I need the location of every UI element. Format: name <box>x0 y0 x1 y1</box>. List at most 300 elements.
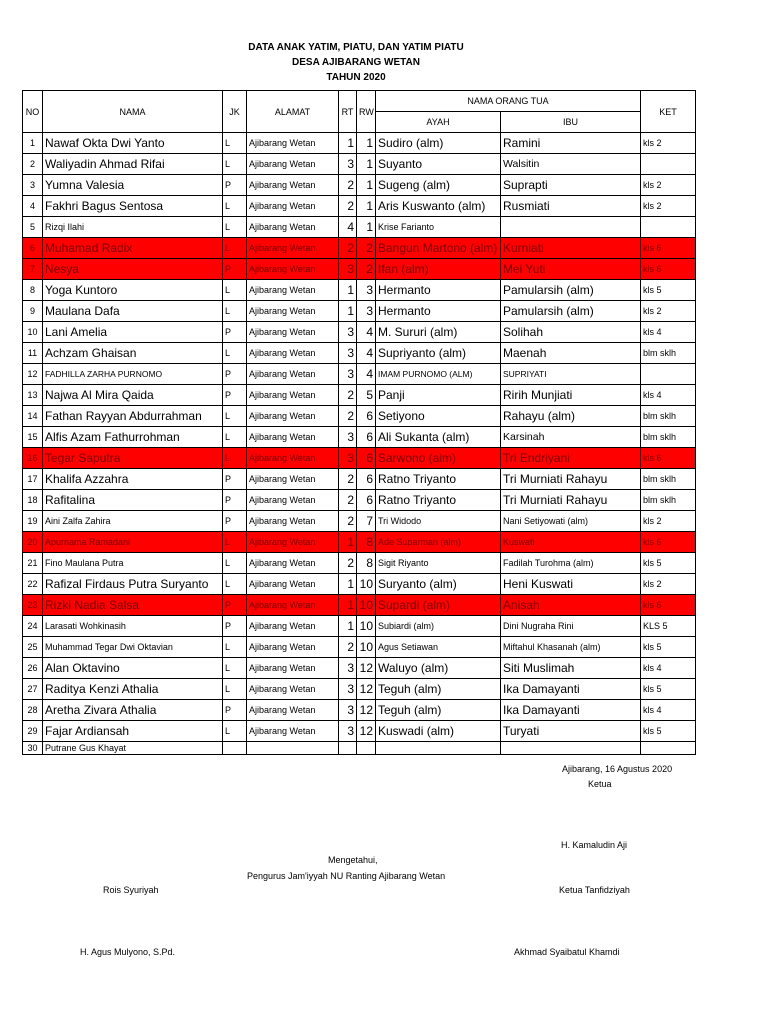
cell-ayah: IMAM PURNOMO (ALM) <box>376 364 501 385</box>
cell-rt: 1 <box>339 616 357 637</box>
cell-alamat: Ajibarang Wetan <box>247 175 339 196</box>
cell-ayah: Ade Suparman (alm) <box>376 532 501 553</box>
table-row <box>23 658 696 679</box>
cell-nama: Raditya Kenzi Athalia <box>43 679 223 700</box>
cell-no: 20 <box>23 532 43 553</box>
cell-ket: blm sklh <box>641 343 696 364</box>
cell-nama: Waliyadin Ahmad Rifai <box>43 154 223 175</box>
place-date: Ajibarang, 16 Agustus 2020 <box>562 764 673 774</box>
cell-ket: kls 4 <box>641 658 696 679</box>
cell-rt: 2 <box>339 469 357 490</box>
cell-ibu: Miftahul Khasanah (alm) <box>501 637 641 658</box>
cell-rw <box>357 742 376 755</box>
col-header-ket: KET <box>641 91 696 133</box>
cell-alamat: Ajibarang Wetan <box>247 280 339 301</box>
cell-alamat: Ajibarang Wetan <box>247 721 339 742</box>
cell-ibu: Turyati <box>501 721 641 742</box>
cell-ket: kls 2 <box>641 133 696 154</box>
cell-jk: L <box>223 280 247 301</box>
cell-nama: Maulana Dafa <box>43 301 223 322</box>
cell-ibu: Pamularsih (alm) <box>501 301 641 322</box>
orphan-data-table <box>22 90 696 755</box>
cell-jk: L <box>223 658 247 679</box>
cell-ayah: Ratno Triyanto <box>376 469 501 490</box>
table-row <box>23 364 696 385</box>
cell-jk: L <box>223 427 247 448</box>
cell-jk: L <box>223 637 247 658</box>
cell-ket: kls 6 <box>641 532 696 553</box>
cell-alamat: Ajibarang Wetan <box>247 406 339 427</box>
cell-rw: 12 <box>357 700 376 721</box>
col-header-ayah: AYAH <box>376 112 501 133</box>
cell-no: 19 <box>23 511 43 532</box>
cell-rt: 3 <box>339 658 357 679</box>
cell-nama: Rizki Nadia Salsa <box>43 595 223 616</box>
cell-alamat: Ajibarang Wetan <box>247 385 339 406</box>
cell-jk: L <box>223 196 247 217</box>
cell-ket: blm sklh <box>641 427 696 448</box>
cell-jk: L <box>223 301 247 322</box>
cell-no: 9 <box>23 301 43 322</box>
table-row <box>23 175 696 196</box>
cell-ket: kls 5 <box>641 721 696 742</box>
cell-ket: kls 5 <box>641 280 696 301</box>
cell-jk: P <box>223 616 247 637</box>
cell-alamat: Ajibarang Wetan <box>247 448 339 469</box>
cell-no: 10 <box>23 322 43 343</box>
cell-rt: 2 <box>339 511 357 532</box>
cell-ibu: Ramini <box>501 133 641 154</box>
cell-ayah: Hermanto <box>376 280 501 301</box>
doc-title-line3: TAHUN 2020 <box>326 72 386 83</box>
cell-ayah: Sarwono (alm) <box>376 448 501 469</box>
cell-nama: Muhamad Radix <box>43 238 223 259</box>
cell-ket: blm sklh <box>641 406 696 427</box>
cell-ayah: Kuswadi (alm) <box>376 721 501 742</box>
cell-no: 28 <box>23 700 43 721</box>
cell-ibu: Tri Murniati Rahayu <box>501 490 641 511</box>
cell-no: 4 <box>23 196 43 217</box>
cell-no: 7 <box>23 259 43 280</box>
cell-rt: 3 <box>339 364 357 385</box>
cell-jk: P <box>223 175 247 196</box>
table-row <box>23 196 696 217</box>
cell-alamat: Ajibarang Wetan <box>247 574 339 595</box>
cell-alamat: Ajibarang Wetan <box>247 700 339 721</box>
cell-rw: 3 <box>357 280 376 301</box>
cell-nama: Lani Amelia <box>43 322 223 343</box>
col-header-rw: RW <box>357 91 376 133</box>
cell-ibu: Mei Yuti <box>501 259 641 280</box>
cell-nama: Rafitalina <box>43 490 223 511</box>
cell-nama: Yoga Kuntoro <box>43 280 223 301</box>
cell-ibu <box>501 217 641 238</box>
pengurus-label: Pengurus Jam'iyyah NU Ranting Ajibarang Wetan <box>247 871 446 881</box>
cell-alamat: Ajibarang Wetan <box>247 364 339 385</box>
cell-rw: 5 <box>357 385 376 406</box>
cell-no: 27 <box>23 679 43 700</box>
cell-no: 2 <box>23 154 43 175</box>
cell-ket: kls 5 <box>641 637 696 658</box>
cell-no: 23 <box>23 595 43 616</box>
cell-rw: 2 <box>357 238 376 259</box>
cell-rw: 2 <box>357 259 376 280</box>
cell-ayah: Sudiro (alm) <box>376 133 501 154</box>
cell-jk: P <box>223 469 247 490</box>
cell-jk: P <box>223 700 247 721</box>
col-header-alamat: ALAMAT <box>247 91 339 133</box>
cell-nama: Fino Maulana Putra <box>43 553 223 574</box>
cell-ket: kls 4 <box>641 322 696 343</box>
cell-jk: L <box>223 553 247 574</box>
cell-alamat: Ajibarang Wetan <box>247 154 339 175</box>
cell-alamat: Ajibarang Wetan <box>247 595 339 616</box>
cell-rw: 10 <box>357 616 376 637</box>
cell-nama: Fakhri Bagus Sentosa <box>43 196 223 217</box>
cell-alamat: Ajibarang Wetan <box>247 322 339 343</box>
cell-no: 3 <box>23 175 43 196</box>
cell-rt: 2 <box>339 385 357 406</box>
cell-ibu: Pamularsih (alm) <box>501 280 641 301</box>
cell-no: 12 <box>23 364 43 385</box>
cell-ibu: Dini Nugraha Rini <box>501 616 641 637</box>
table-row <box>23 700 696 721</box>
cell-jk: P <box>223 385 247 406</box>
cell-rt: 1 <box>339 133 357 154</box>
cell-rw: 10 <box>357 595 376 616</box>
cell-nama: Putrane Gus Khayat <box>43 742 223 755</box>
table-row <box>23 154 696 175</box>
cell-rw: 8 <box>357 553 376 574</box>
table-row <box>23 217 696 238</box>
cell-no: 17 <box>23 469 43 490</box>
cell-ket: blm sklh <box>641 469 696 490</box>
cell-no: 15 <box>23 427 43 448</box>
cell-ket: KLS 5 <box>641 616 696 637</box>
cell-ibu: SUPRIYATI <box>501 364 641 385</box>
cell-no: 13 <box>23 385 43 406</box>
cell-rw: 6 <box>357 490 376 511</box>
cell-nama: FADHILLA ZARHA PURNOMO <box>43 364 223 385</box>
cell-ibu: Tri Endriyani <box>501 448 641 469</box>
cell-ibu: Kurniati <box>501 238 641 259</box>
cell-rw: 8 <box>357 532 376 553</box>
table-row <box>23 595 696 616</box>
cell-alamat: Ajibarang Wetan <box>247 637 339 658</box>
col-header-jk: JK <box>223 91 247 133</box>
cell-rw: 6 <box>357 427 376 448</box>
cell-alamat: Ajibarang Wetan <box>247 133 339 154</box>
cell-rt: 2 <box>339 196 357 217</box>
mengetahui-label: Mengetahui, <box>328 855 378 865</box>
cell-ayah: Ratno Triyanto <box>376 490 501 511</box>
col-header-orang-tua: NAMA ORANG TUA <box>376 91 641 112</box>
cell-ayah: Ali Sukanta (alm) <box>376 427 501 448</box>
cell-ibu: Tri Murniati Rahayu <box>501 469 641 490</box>
cell-ket: kls 5 <box>641 553 696 574</box>
cell-jk: L <box>223 721 247 742</box>
cell-no: 14 <box>23 406 43 427</box>
cell-ayah: Suyanto <box>376 154 501 175</box>
cell-alamat: Ajibarang Wetan <box>247 616 339 637</box>
cell-alamat: Ajibarang Wetan <box>247 196 339 217</box>
cell-rw: 12 <box>357 721 376 742</box>
cell-rt: 3 <box>339 259 357 280</box>
cell-ket: kls 6 <box>641 595 696 616</box>
cell-jk: L <box>223 343 247 364</box>
table-row <box>23 637 696 658</box>
table-row <box>23 511 696 532</box>
cell-ayah: Sigit Riyanto <box>376 553 501 574</box>
cell-no: 18 <box>23 490 43 511</box>
cell-nama: Aini Zalfa Zahira <box>43 511 223 532</box>
cell-rt: 3 <box>339 427 357 448</box>
table-row <box>23 259 696 280</box>
cell-alamat: Ajibarang Wetan <box>247 511 339 532</box>
cell-nama: Khalifa Azzahra <box>43 469 223 490</box>
cell-ibu: Walsitin <box>501 154 641 175</box>
cell-ket: kls 6 <box>641 259 696 280</box>
cell-rt: 3 <box>339 721 357 742</box>
cell-rw: 1 <box>357 133 376 154</box>
cell-ket <box>641 364 696 385</box>
cell-ket: kls 2 <box>641 301 696 322</box>
cell-jk: L <box>223 133 247 154</box>
cell-no: 5 <box>23 217 43 238</box>
doc-title-line1: DATA ANAK YATIM, PIATU, DAN YATIM PIATU <box>248 42 464 53</box>
cell-nama: Aretha Zivara Athalia <box>43 700 223 721</box>
cell-ibu: Rahayu (alm) <box>501 406 641 427</box>
cell-ibu: Anisah <box>501 595 641 616</box>
cell-jk: L <box>223 532 247 553</box>
cell-nama: Najwa Al Mira Qaida <box>43 385 223 406</box>
cell-ket: kls 6 <box>641 448 696 469</box>
table-row <box>23 532 696 553</box>
cell-no: 1 <box>23 133 43 154</box>
cell-rt: 2 <box>339 637 357 658</box>
cell-ayah: Panji <box>376 385 501 406</box>
cell-ibu: Karsinah <box>501 427 641 448</box>
cell-jk: P <box>223 322 247 343</box>
cell-jk: P <box>223 511 247 532</box>
cell-ibu: Ika Damayanti <box>501 679 641 700</box>
cell-alamat: Ajibarang Wetan <box>247 490 339 511</box>
cell-rt: 1 <box>339 301 357 322</box>
cell-no: 22 <box>23 574 43 595</box>
cell-rt <box>339 742 357 755</box>
cell-nama: Nawaf Okta Dwi Yanto <box>43 133 223 154</box>
cell-no: 11 <box>23 343 43 364</box>
table-row <box>23 616 696 637</box>
cell-no: 30 <box>23 742 43 755</box>
cell-rw: 6 <box>357 448 376 469</box>
cell-rw: 6 <box>357 469 376 490</box>
cell-ibu: Ririh Munjiati <box>501 385 641 406</box>
cell-rw: 7 <box>357 511 376 532</box>
cell-rt: 1 <box>339 574 357 595</box>
table-row <box>23 343 696 364</box>
ketua-tanfidziyah-name: Akhmad Syaibatul Khamdi <box>514 947 620 957</box>
cell-ayah: Teguh (alm) <box>376 679 501 700</box>
cell-ibu: Fadilah Turohma (alm) <box>501 553 641 574</box>
cell-rw: 10 <box>357 637 376 658</box>
cell-alamat: Ajibarang Wetan <box>247 658 339 679</box>
table-row <box>23 553 696 574</box>
cell-ayah: Bangun Martono (alm) <box>376 238 501 259</box>
cell-alamat: Ajibarang Wetan <box>247 553 339 574</box>
cell-jk: L <box>223 154 247 175</box>
cell-ayah: Sugeng (alm) <box>376 175 501 196</box>
table-row <box>23 280 696 301</box>
cell-ket: kls 2 <box>641 196 696 217</box>
cell-nama: Rizqi Ilahi <box>43 217 223 238</box>
cell-rt: 3 <box>339 154 357 175</box>
cell-ket: kls 5 <box>641 679 696 700</box>
cell-rt: 4 <box>339 217 357 238</box>
cell-jk: P <box>223 259 247 280</box>
cell-rt: 3 <box>339 322 357 343</box>
cell-rw: 1 <box>357 175 376 196</box>
cell-nama: Alfis Azam Fathurrohman <box>43 427 223 448</box>
table-row <box>23 322 696 343</box>
table-row <box>23 721 696 742</box>
col-header-rt: RT <box>339 91 357 133</box>
cell-jk: P <box>223 595 247 616</box>
cell-ket: kls 6 <box>641 238 696 259</box>
cell-ayah: Waluyo (alm) <box>376 658 501 679</box>
cell-alamat: Ajibarang Wetan <box>247 238 339 259</box>
cell-ibu: Heni Kuswati <box>501 574 641 595</box>
cell-jk: P <box>223 490 247 511</box>
cell-rt: 2 <box>339 490 357 511</box>
cell-rw: 1 <box>357 217 376 238</box>
cell-jk: L <box>223 217 247 238</box>
cell-ayah: Supardi (alm) <box>376 595 501 616</box>
col-header-nama: NAMA <box>43 91 223 133</box>
table-row <box>23 490 696 511</box>
cell-ibu: Suprapti <box>501 175 641 196</box>
cell-rw: 4 <box>357 364 376 385</box>
cell-ket <box>641 742 696 755</box>
cell-nama: Nesya <box>43 259 223 280</box>
cell-ayah: Aris Kuswanto (alm) <box>376 196 501 217</box>
table-row <box>23 385 696 406</box>
cell-ayah: Supriyanto (alm) <box>376 343 501 364</box>
cell-ibu: Ika Damayanti <box>501 700 641 721</box>
cell-ayah: Suryanto (alm) <box>376 574 501 595</box>
cell-jk: L <box>223 574 247 595</box>
cell-rt: 3 <box>339 700 357 721</box>
cell-nama: Tegar Saputra <box>43 448 223 469</box>
table-body <box>23 133 696 755</box>
cell-rt: 2 <box>339 406 357 427</box>
cell-rt: 1 <box>339 595 357 616</box>
cell-nama: Larasati Wohkinasih <box>43 616 223 637</box>
cell-ket <box>641 217 696 238</box>
cell-rt: 3 <box>339 679 357 700</box>
cell-ayah <box>376 742 501 755</box>
cell-ket: kls 2 <box>641 574 696 595</box>
table-row <box>23 448 696 469</box>
cell-ket: kls 2 <box>641 175 696 196</box>
cell-alamat: Ajibarang Wetan <box>247 343 339 364</box>
cell-rw: 12 <box>357 658 376 679</box>
col-header-no: NO <box>23 91 43 133</box>
cell-no: 29 <box>23 721 43 742</box>
cell-ayah: Hermanto <box>376 301 501 322</box>
cell-alamat: Ajibarang Wetan <box>247 532 339 553</box>
table-row <box>23 469 696 490</box>
cell-rw: 6 <box>357 406 376 427</box>
cell-rw: 3 <box>357 301 376 322</box>
cell-rt: 1 <box>339 280 357 301</box>
cell-ibu: Maenah <box>501 343 641 364</box>
cell-no: 16 <box>23 448 43 469</box>
cell-ayah: Subiardi (alm) <box>376 616 501 637</box>
cell-no: 21 <box>23 553 43 574</box>
cell-ibu <box>501 742 641 755</box>
cell-nama: Alan Oktavino <box>43 658 223 679</box>
cell-ket: kls 4 <box>641 700 696 721</box>
cell-rw: 4 <box>357 343 376 364</box>
cell-rt: 2 <box>339 238 357 259</box>
cell-nama: Yumna Valesia <box>43 175 223 196</box>
cell-no: 6 <box>23 238 43 259</box>
cell-rw: 1 <box>357 196 376 217</box>
cell-ayah: Agus Setiawan <box>376 637 501 658</box>
cell-jk: L <box>223 679 247 700</box>
cell-jk <box>223 742 247 755</box>
table-row <box>23 679 696 700</box>
cell-rt: 2 <box>339 553 357 574</box>
rois-syuriyah-label: Rois Syuriyah <box>103 885 159 895</box>
cell-rw: 10 <box>357 574 376 595</box>
cell-ibu: Siti Muslimah <box>501 658 641 679</box>
ketua-name: H. Kamaludin Aji <box>561 840 628 850</box>
cell-ayah: Krise Farianto <box>376 217 501 238</box>
table-row <box>23 427 696 448</box>
cell-ibu: Rusmiati <box>501 196 641 217</box>
cell-rt: 2 <box>339 175 357 196</box>
cell-nama: Rafizal Firdaus Putra Suryanto <box>43 574 223 595</box>
cell-rw: 1 <box>357 154 376 175</box>
cell-no: 24 <box>23 616 43 637</box>
rois-syuriyah-name: H. Agus Mulyono, S.Pd. <box>80 947 176 957</box>
cell-alamat: Ajibarang Wetan <box>247 259 339 280</box>
cell-no: 26 <box>23 658 43 679</box>
cell-ket: kls 2 <box>641 511 696 532</box>
cell-nama: Apurnama Ramadani <box>43 532 223 553</box>
cell-alamat: Ajibarang Wetan <box>247 679 339 700</box>
cell-ayah: M. Sururi (alm) <box>376 322 501 343</box>
cell-no: 25 <box>23 637 43 658</box>
cell-alamat: Ajibarang Wetan <box>247 217 339 238</box>
cell-nama: Achzam Ghaisan <box>43 343 223 364</box>
cell-jk: P <box>223 364 247 385</box>
table-row <box>23 301 696 322</box>
cell-alamat <box>247 742 339 755</box>
cell-ibu: Nani Setiyowati (alm) <box>501 511 641 532</box>
cell-jk: L <box>223 238 247 259</box>
cell-ayah: Teguh (alm) <box>376 700 501 721</box>
cell-ibu: Solihah <box>501 322 641 343</box>
cell-ket: kls 4 <box>641 385 696 406</box>
cell-no: 8 <box>23 280 43 301</box>
table-row <box>23 238 696 259</box>
cell-ayah: Tri Widodo <box>376 511 501 532</box>
doc-title-line2: DESA AJIBARANG WETAN <box>292 57 420 68</box>
cell-rt: 1 <box>339 532 357 553</box>
